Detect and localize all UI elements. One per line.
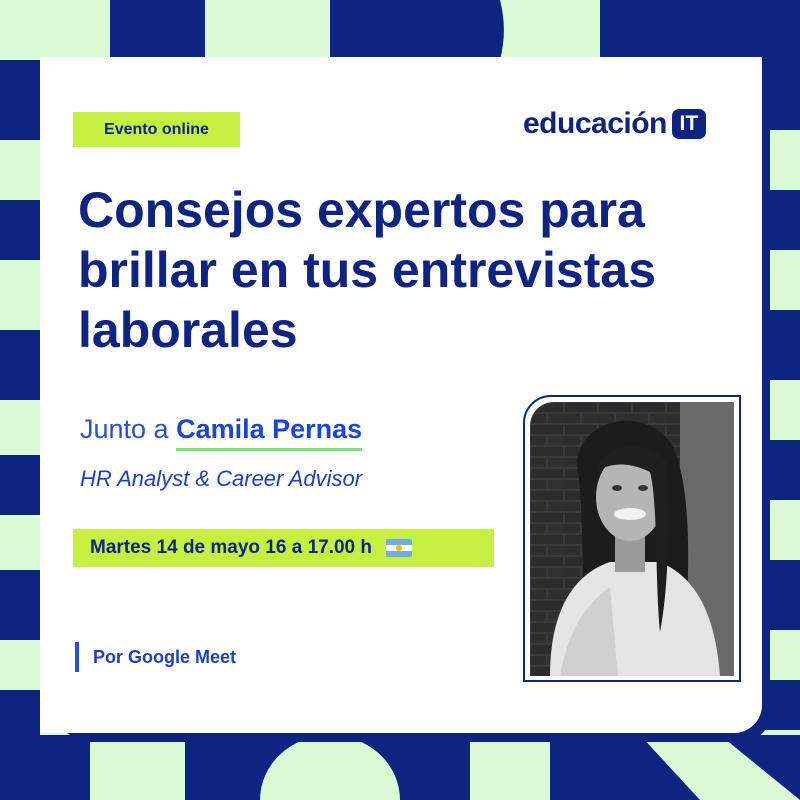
logo-wordmark: educación [523, 107, 667, 140]
brand-logo[interactable] [523, 106, 706, 142]
speaker-role: HR Analyst & Career Advisor [80, 466, 363, 491]
argentina-flag-icon [386, 539, 412, 557]
speaker-prefix: Junto a [80, 414, 169, 444]
event-date: Martes 14 de mayo 16 a 17.00 h [90, 537, 372, 558]
platform-label: Por Google Meet [93, 646, 237, 667]
speaker-line [80, 414, 362, 445]
speaker-photo [530, 402, 734, 676]
event-date-badge [73, 529, 494, 567]
speaker-name: Camila Pernas [176, 414, 362, 451]
event-type-badge: Evento online [73, 112, 240, 147]
event-title: Consejos expertos para brillar en tus entrevistas laborales [78, 182, 657, 358]
event-platform [75, 642, 236, 672]
logo-it-mark: IT [672, 109, 706, 139]
